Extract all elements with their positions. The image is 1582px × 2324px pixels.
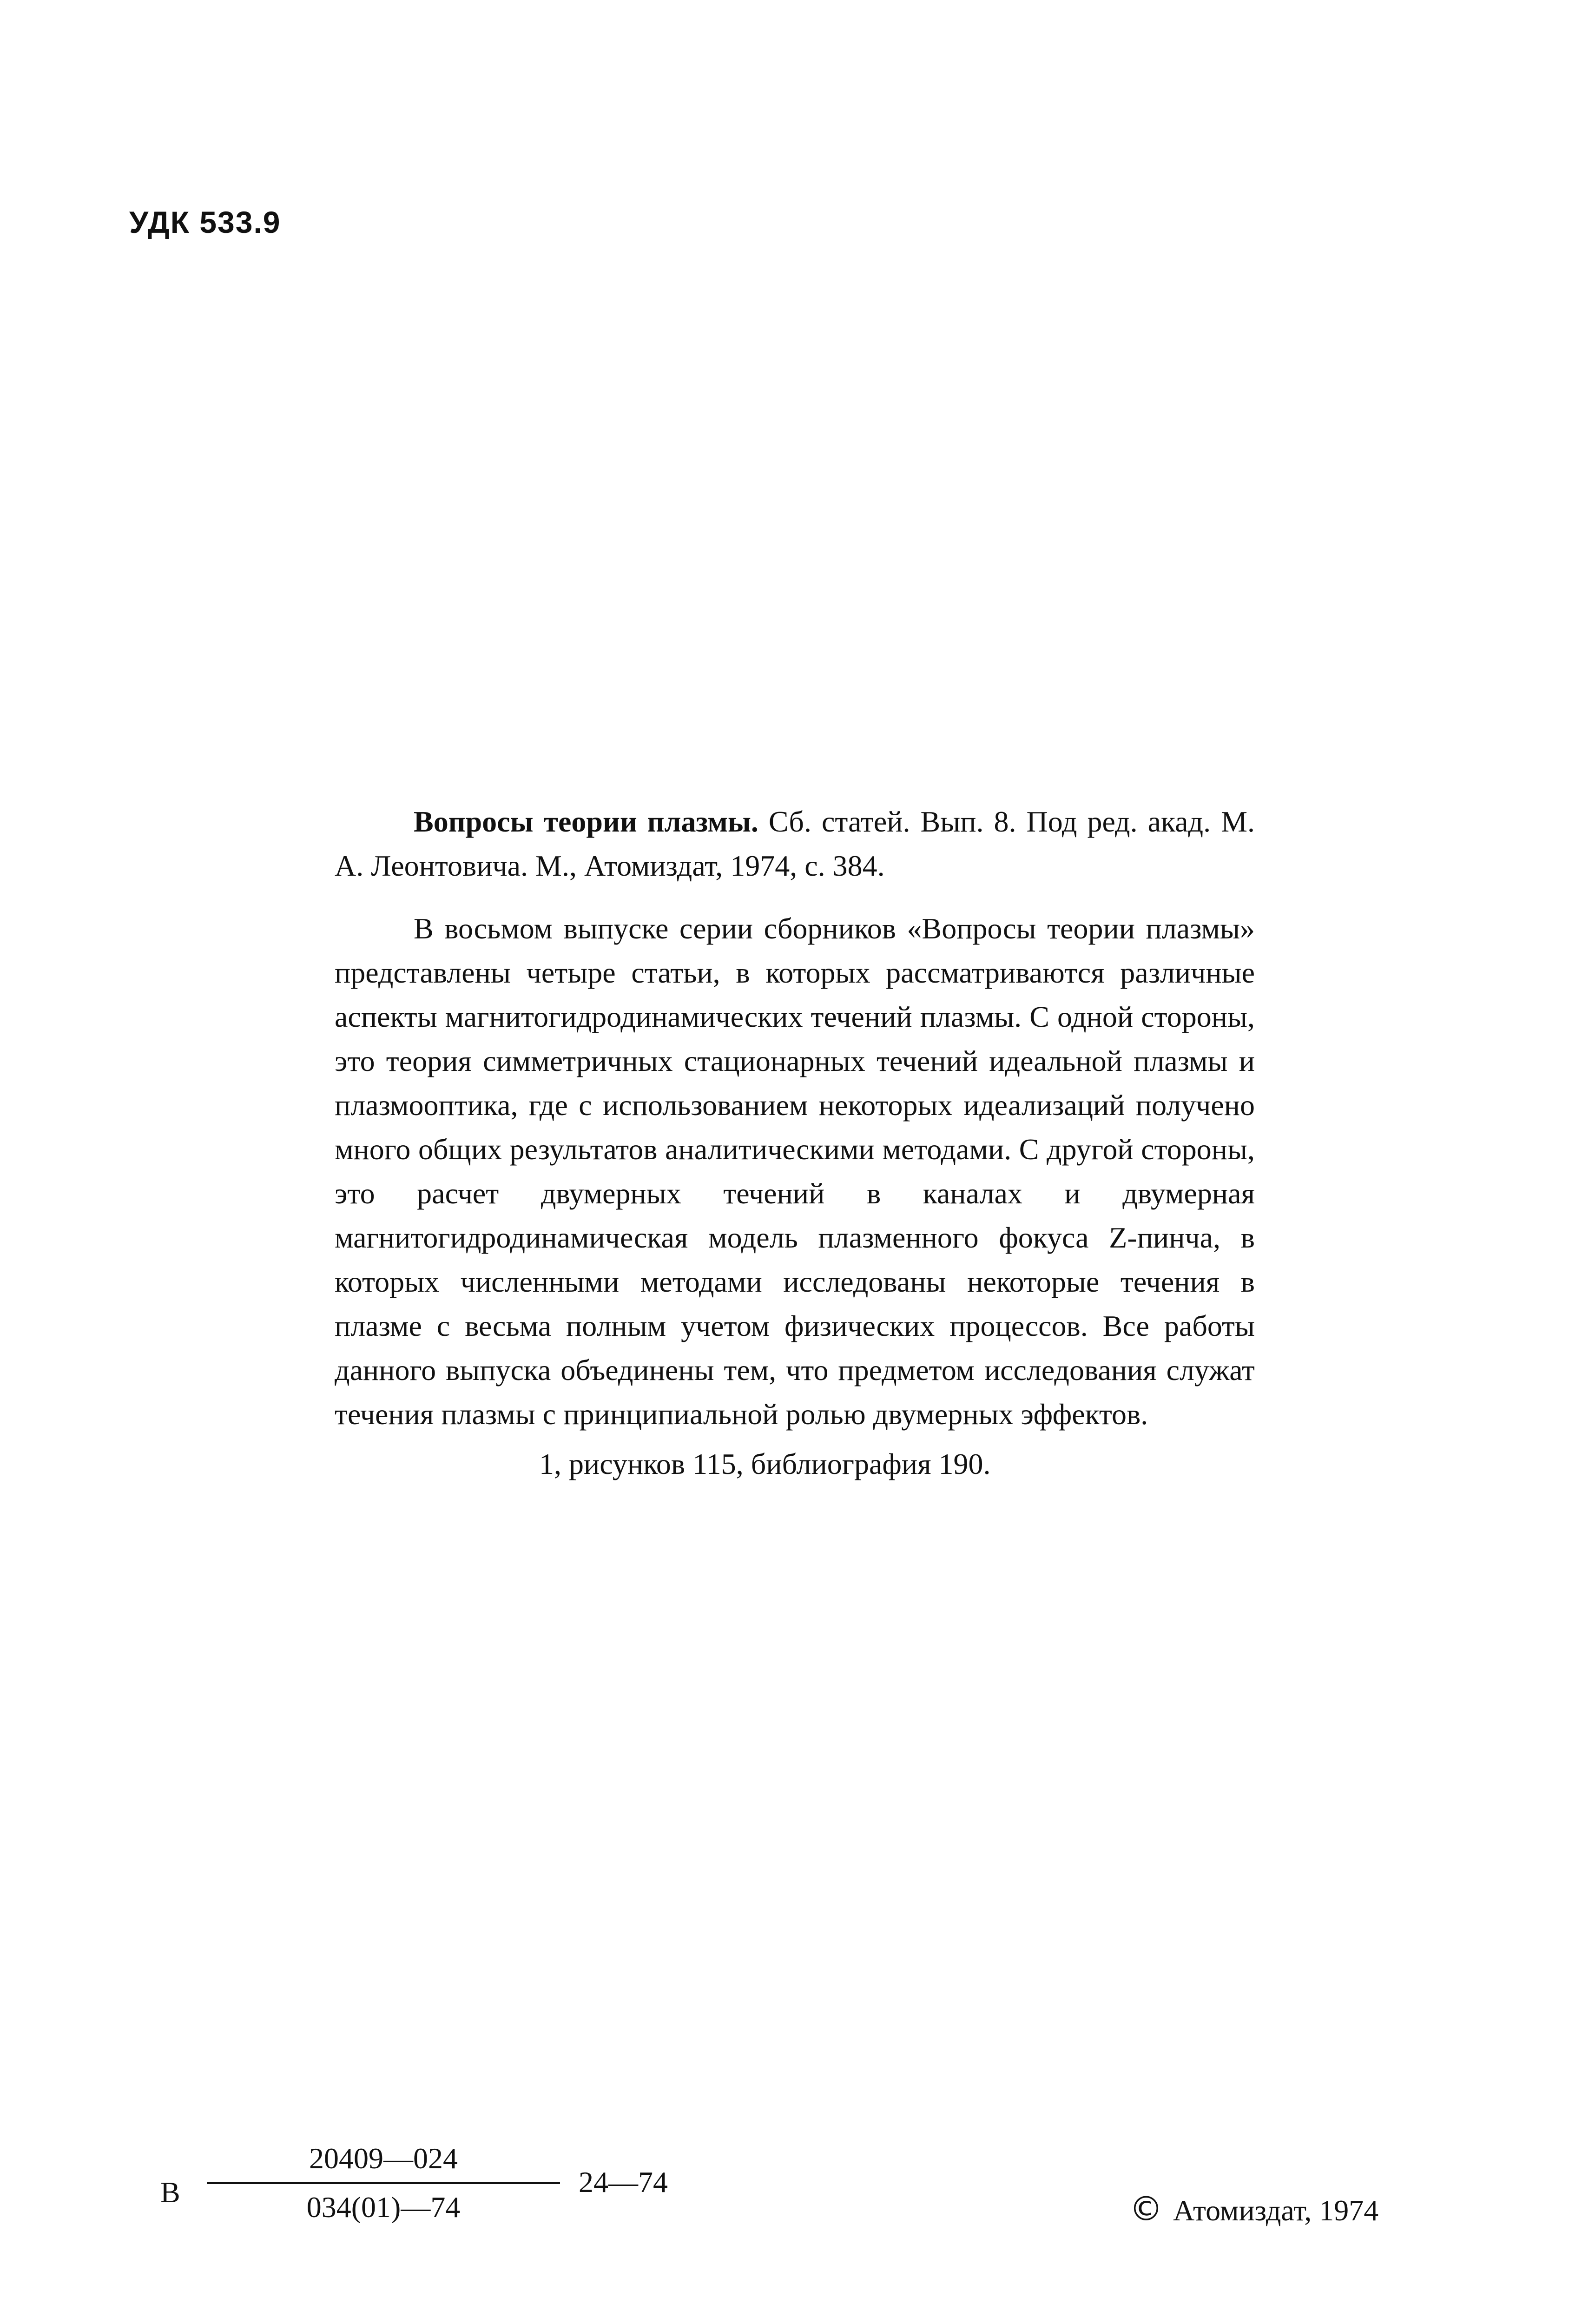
pub-code-fraction <box>207 2138 560 2228</box>
summary-paragraph: В восьмом выпуске серии сборников «Вопросы теории плазмы» представлены четыре статьи, в которых рассматриваются различные аспекты магнитогидродинамических течений плазмы. С одной стороны, это теория симметричных стационарных течений идеальной плазмы и плазмооптика, где с использованием некоторых идеализаций получено много общих результатов аналитическими методами. С другой стороны, это расчет двумерных течений в каналах и двумерная магнитогидродинамическая модель плазменного фокуса Z-пинча, в которых численными методами исследованы некоторые течения в плазме с весьма полным учетом физических процессов. Все работы данного выпуска объединены тем, что предметом исследования служат течения плазмы с принципиальной ролью двумерных эффектов. <box>335 912 1255 1431</box>
copyright-icon: © <box>1129 2189 1163 2228</box>
copyright-text: Атомиздат, 1974 <box>1173 2194 1379 2227</box>
pub-code-numerator: 20409—024 <box>309 2142 458 2175</box>
udk-classification: УДК 533.9 <box>129 205 281 239</box>
pub-code-suffix: 24—74 <box>579 2166 668 2199</box>
citation-details: Сб. статей. Вып. 8. Под ред. акад. М. А. Леонтовича. М., Атомиздат, 1974, с. 384. <box>335 805 1255 882</box>
fraction-bar <box>207 2182 560 2184</box>
copyright-notice <box>1129 2189 1378 2228</box>
book-title: Вопросы теории плазмы. <box>414 805 758 838</box>
bibliographic-citation <box>335 799 1255 888</box>
stats-line: 1, рисунков 115, библиография 190. <box>539 1447 991 1480</box>
abstract-block <box>335 799 1255 1486</box>
pub-code-denominator: 034(01)—74 <box>306 2191 461 2224</box>
pub-code-letter: В <box>160 2176 180 2209</box>
